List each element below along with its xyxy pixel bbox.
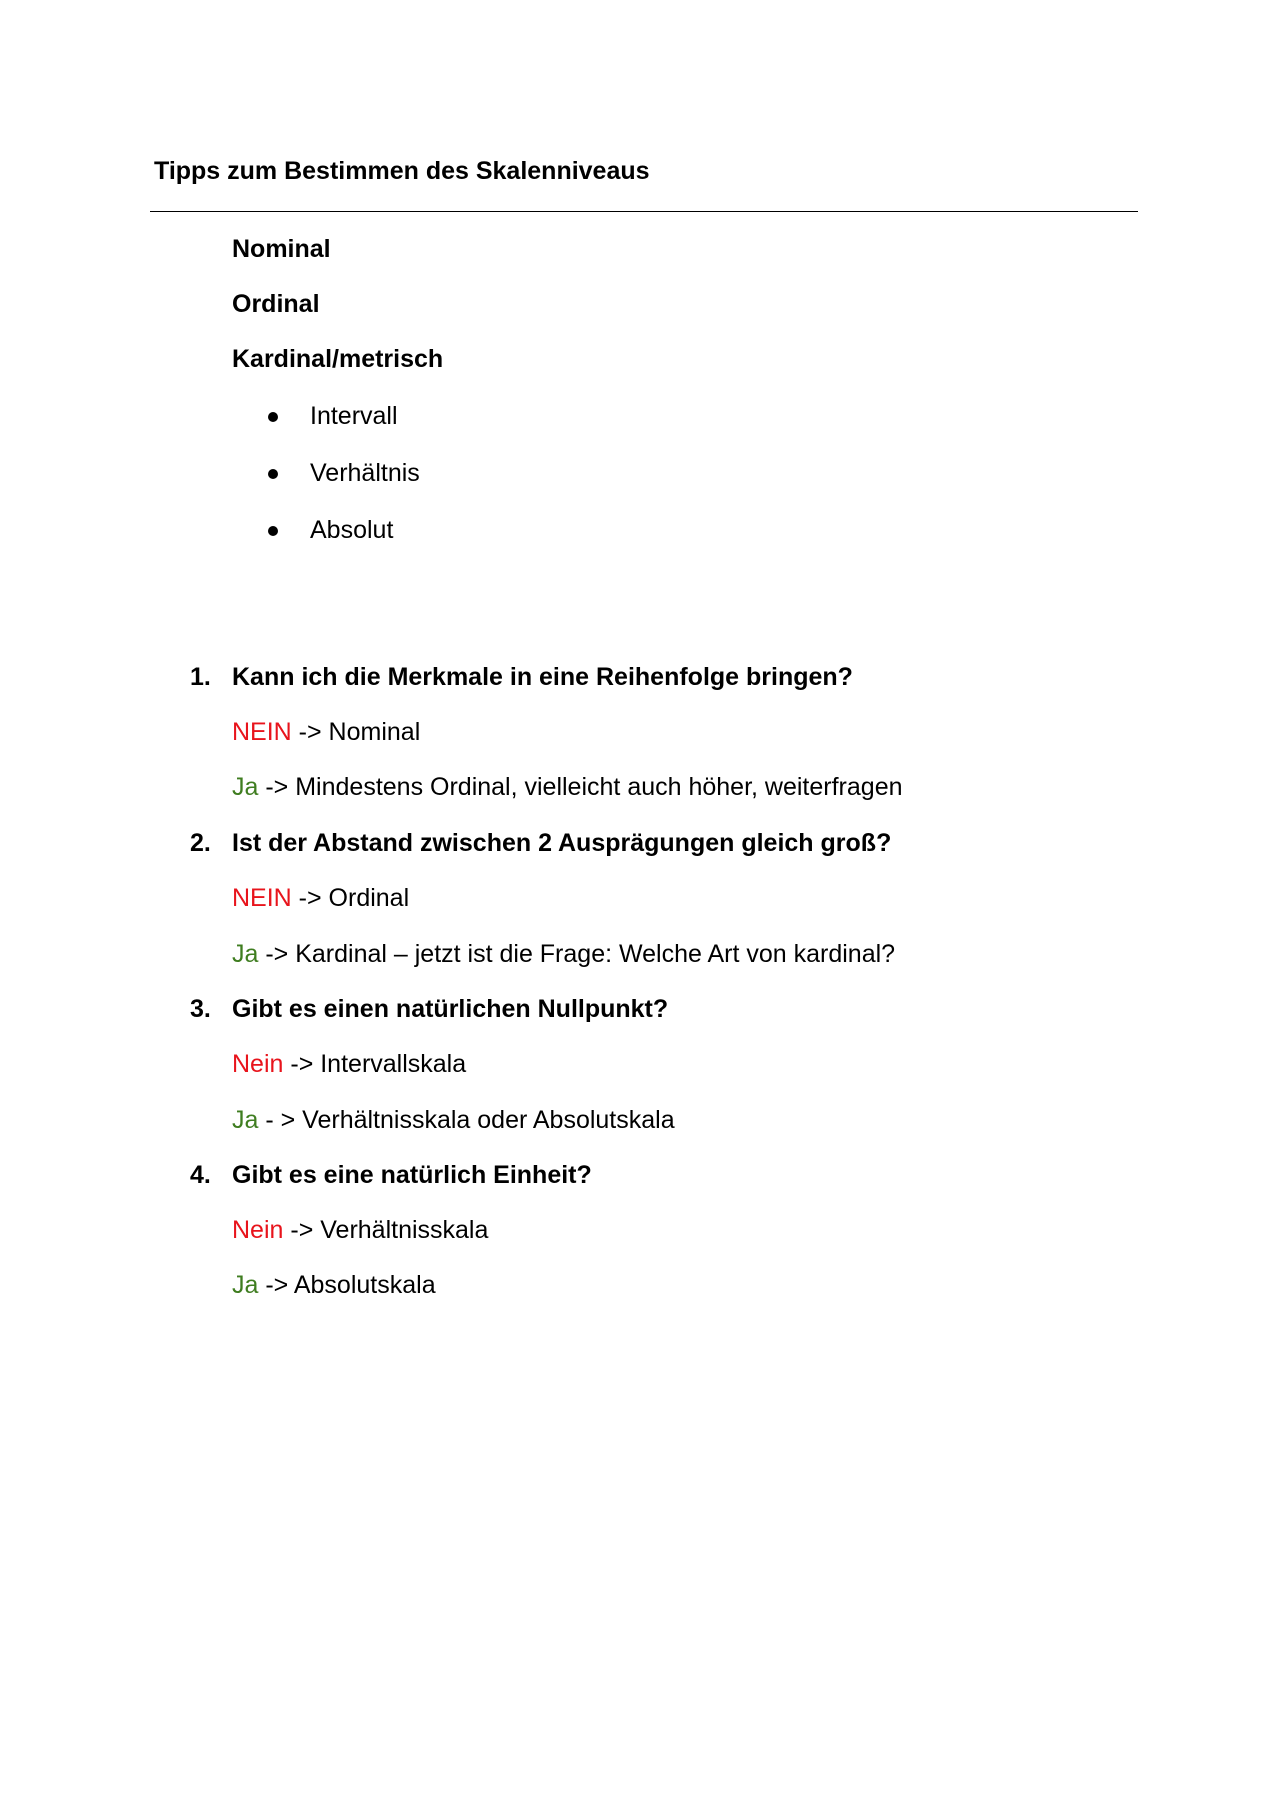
question-number: 3. [190, 995, 211, 1023]
level-nominal: Nominal [232, 235, 331, 263]
answer-yes [232, 771, 903, 803]
page-title: Tipps zum Bestimmen des Skalenniveaus [154, 157, 650, 185]
question-text: Gibt es eine natürlich Einheit? [232, 1161, 592, 1189]
answer-yes [232, 1269, 436, 1301]
answer-no-text: -> Nominal [291, 718, 421, 746]
title-divider [150, 211, 1138, 212]
answer-yes-label: Ja [232, 940, 259, 968]
answer-yes-label: Ja [232, 1106, 259, 1134]
question-number: 1. [190, 663, 211, 691]
answer-no [232, 1214, 488, 1246]
answer-no [232, 1048, 466, 1080]
answer-yes [232, 1104, 675, 1136]
question-number: 4. [190, 1161, 211, 1189]
answer-yes-label: Ja [232, 773, 259, 801]
subtype-label: Intervall [310, 402, 398, 430]
answer-yes [232, 938, 895, 970]
answer-no [232, 882, 409, 914]
answer-yes-label: Ja [232, 1271, 259, 1299]
bullet-icon [268, 526, 278, 536]
answer-no-label: Nein [232, 1050, 284, 1078]
question-number: 2. [190, 829, 211, 857]
answer-no-label: Nein [232, 1216, 284, 1244]
answer-no-label: NEIN [232, 718, 292, 746]
subtype-label: Verhältnis [310, 459, 420, 487]
answer-yes-text: -> Kardinal – jetzt ist die Frage: Welche Art von kardinal? [258, 940, 896, 968]
answer-no-text: -> Verhältnisskala [283, 1216, 489, 1244]
level-kardinal: Kardinal/metrisch [232, 345, 444, 373]
answer-no-text: -> Ordinal [291, 884, 410, 912]
answer-yes-text: -> Mindestens Ordinal, vielleicht auch höher, weiterfragen [258, 773, 903, 801]
question-text: Ist der Abstand zwischen 2 Ausprägungen gleich groß? [232, 829, 892, 857]
subtype-label: Absolut [310, 516, 394, 544]
question-text: Kann ich die Merkmale in eine Reihenfolge bringen? [232, 663, 853, 691]
answer-no [232, 716, 420, 748]
question-text: Gibt es einen natürlichen Nullpunkt? [232, 995, 669, 1023]
answer-yes-text: - > Verhältnisskala oder Absolutskala [258, 1106, 675, 1134]
bullet-icon [268, 469, 278, 479]
answer-yes-text: -> Absolutskala [258, 1271, 436, 1299]
answer-no-text: -> Intervallskala [283, 1050, 467, 1078]
bullet-icon [268, 412, 278, 422]
level-ordinal: Ordinal [232, 290, 320, 318]
answer-no-label: NEIN [232, 884, 292, 912]
